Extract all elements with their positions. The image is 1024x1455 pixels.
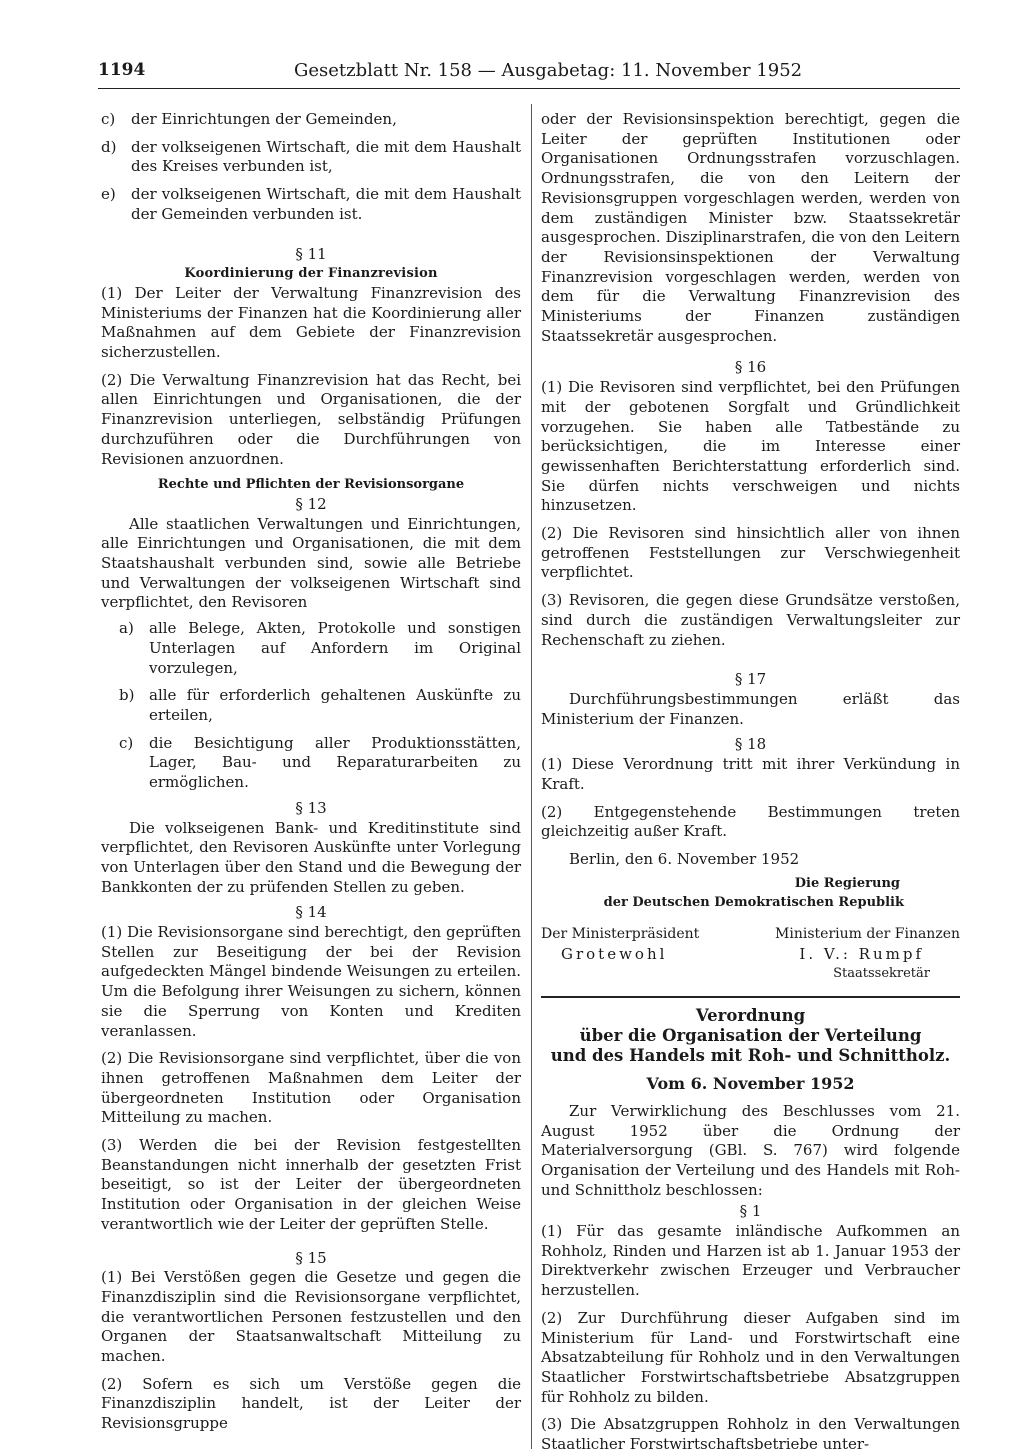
paragraph: (1) Der Leiter der Verwaltung Finanzrevision des Ministeriums der Finanzen hat die Koordinierung aller Maßnahmen auf dem Gebiete der Finanzrevision sicherzustellen. (101, 283, 521, 362)
page-header (98, 60, 960, 89)
signatory-title-right: Ministerium der Finanzen (775, 926, 960, 943)
section-number-11: § 11 (295, 244, 327, 263)
item-label: b) (119, 686, 135, 705)
government-line-1: Die Regierung (794, 875, 900, 891)
paragraph: (2) Die Revisionsorgane sind verpflichtet, über die von ihnen getroffenen Maßnahmen dem Leiter der übergeordneten Institution oder Organisation Mitteilung zu machen. (101, 1049, 521, 1127)
paragraph: (1) Für das gesamte inländische Aufkommen an Rohholz, Rinden und Harzen ist ab 1. Januar 1953 der Direktverkehr zwischen Erzeuger und Verbraucher herzustellen. (541, 1222, 960, 1300)
signature-titles (541, 925, 960, 945)
list-item (101, 110, 521, 130)
section-number-12: § 12 (295, 494, 327, 513)
section-number-15: § 15 (295, 1248, 327, 1267)
item-label: c) (119, 733, 134, 752)
paragraph: Die volkseigenen Bank- und Kreditinstitute sind verpflichtet, den Revisoren Auskünfte unter Vorlegung von Unterlagen über den Stand und die Bewegung der Bankkonten der zu prüfenden Stellen zu geben. (101, 818, 521, 896)
decree-title: über die Organisation der Verteilung (579, 1026, 922, 1046)
item-text: der volkseigenen Wirtschaft, die mit dem Haushalt des Kreises verbunden ist, (131, 137, 521, 176)
paragraph: (2) Zur Durchführung dieser Aufgaben sind im Ministerium für Land- und Forstwirtschaft eine Absatzabteilung für Rohholz und in den Verwaltungen Staatlicher Forstwirtschaftsbetriebe Absatzgruppen für Rohholz zu bilden. (541, 1308, 960, 1406)
item-label: d) (101, 137, 117, 156)
paragraph: Zur Verwirklichung des Beschlusses vom 21. August 1952 über die Ordnung der Materialversorgung (GBl. S. 767) wird folgende Organisation der Verteilung und des Handels mit Roh- und Schnittholz beschlossen: (541, 1101, 960, 1199)
item-text: der Einrichtungen der Gemeinden, (131, 110, 397, 128)
list-item (101, 619, 521, 678)
decree-date: Vom 6. November 1952 (646, 1074, 855, 1094)
signature-names (541, 945, 960, 965)
section-heading-11: Koordinierung der Finanzrevision (184, 266, 438, 282)
list-item (101, 686, 521, 725)
paragraph: (3) Die Absatzgruppen Rohholz in den Verwaltungen Staatlicher Forstwirtschaftsbetriebe unter- (541, 1415, 960, 1454)
list-item (101, 185, 521, 224)
paragraph: Alle staatlichen Verwaltungen und Einrichtungen, alle Einrichtungen und Organisationen, die mit dem Staatshaushalt verbunden sind, sowie alle Betriebe und Verwaltungen der volkseigenen Wirtschaft sind verpflichtet, den Revisoren (101, 514, 521, 612)
right-column (541, 110, 960, 1455)
section-heading-12: Rechte und Pflichten der Revisionsorgane (157, 477, 465, 493)
list-item (101, 734, 521, 793)
paragraph: (2) Sofern es sich um Verstöße gegen die Finanzdisziplin handelt, ist der Leiter der Revisionsgruppe (101, 1374, 521, 1433)
decree-title: Verordnung (695, 1006, 806, 1026)
paragraph: (1) Bei Verstößen gegen die Gesetze und gegen die Finanzdisziplin sind die Revisionsorgane verpflichtet, die verantwortlichen Personen festzustellen und den Organen der Staatsanwaltschaft Mitteilung zu machen. (101, 1268, 521, 1366)
item-label: e) (101, 185, 116, 204)
left-column (101, 110, 521, 1434)
signatory-title-left: Der Ministerpräsident (541, 926, 700, 943)
item-text: der volkseigenen Wirtschaft, die mit dem Haushalt der Gemeinden verbunden ist. (131, 185, 521, 223)
list-item (101, 138, 521, 177)
item-label: a) (119, 619, 134, 638)
header-title: Gesetzblatt Nr. 158 — Ausgabetag: 11. November 1952 (294, 60, 803, 81)
paragraph: (2) Entgegenstehende Bestimmungen treten gleichzeitig außer Kraft. (541, 802, 960, 841)
paragraph: (1) Diese Verordnung tritt mit ihrer Verkündung in Kraft. (541, 755, 960, 793)
paragraph: oder der Revisionsinspektion berechtigt, gegen die Leiter der geprüften Institutionen oder Organisationen Ordnungsstrafen vorzuschlagen. Ordnungsstrafen, die von den Leitern der Revisionsgruppen vorgeschlagen werden, werden von dem zuständigen Minister bzw. Staatssekretär ausgesprochen. Disziplinarstrafen, die von den Leitern der Revisionsinspektionen der Verwaltung Finanzrevision vorgeschlagen werden, werden von dem für die Verwaltung Finanzrevision des Ministeriums der Finanzen zuständigen Staatssekretär ausgesprochen. (541, 110, 960, 345)
section-number-13: § 13 (295, 798, 327, 817)
paragraph: Durchführungsbestimmungen erläßt das Ministerium der Finanzen. (541, 689, 960, 728)
paragraph: (1) Die Revisoren sind verpflichtet, bei den Prüfungen mit der gebotenen Sorgfalt und Gründlichkeit vorzugehen. Sie haben alle Tatbestände zu berücksichtigen, die im Interesse einer gewissenhaften Berichterstattung erforderlich sind. Sie dürfen nichts verschweigen und nichts hinzusetzen. (541, 378, 960, 515)
section-number-14: § 14 (295, 903, 327, 922)
government-line-2: der Deutschen Demokratischen Republik (603, 895, 904, 911)
section-separator (541, 996, 960, 998)
item-text: alle für erforderlich gehaltenen Auskünfte zu erteilen, (149, 686, 521, 724)
signatory-name-right: I. V.: Rumpf (799, 944, 924, 963)
paragraph: (2) Die Verwaltung Finanzrevision hat das Recht, bei allen Einrichtungen und Organisationen, die der Finanzrevision unterliegen, selbständig Prüfungen durchzuführen oder die Durchführungen von Revisionen anzuordnen. (101, 370, 521, 468)
column-divider (531, 104, 532, 1449)
section-number-17: § 17 (734, 670, 767, 689)
signatory-name-left: Grotewohl (561, 944, 668, 963)
page-number: 1194 (98, 60, 146, 80)
item-label: c) (101, 110, 116, 128)
paragraph: (3) Revisoren, die gegen diese Grundsätze verstoßen, sind durch die zuständigen Verwaltungsleiter zur Rechenschaft zu ziehen. (541, 591, 960, 649)
item-text: alle Belege, Akten, Protokolle und sonstigen Unterlagen auf Anfordern im Original vorzulegen, (149, 619, 521, 677)
paragraph: (3) Werden die bei der Revision festgestellten Beanstandungen nicht innerhalb der gesetzten Frist beseitigt, so ist der Leiter der übergeordneten Institution oder Organisation in der gleichen Weise verantwortlich wie der Leiter der geprüften Stelle. (101, 1136, 521, 1233)
section-number-16: § 16 (734, 358, 767, 377)
item-text: die Besichtigung aller Produktionsstätten, Lager, Bau- und Reparaturarbeiten zu ermöglichen. (149, 733, 521, 792)
paragraph: (1) Die Revisionsorgane sind berechtigt, den geprüften Stellen zur Beseitigung der bei der Revision aufgedeckten Mängel bindende Weisungen zu erteilen. Um die Befolgung ihrer Weisungen zu sichern, können sie die Sperrung von Konten und Krediten veranlassen. (101, 923, 521, 1040)
section-number-18: § 18 (734, 735, 767, 754)
section-number-1: § 1 (739, 1202, 762, 1221)
paragraph: (2) Die Revisoren sind hinsichtlich aller von ihnen getroffenen Feststellungen zur Verschwiegenheit verpflichtet. (541, 524, 960, 582)
signatory-role: Staatssekretär (833, 966, 930, 982)
decree-title: und des Handels mit Roh- und Schnittholz. (550, 1046, 951, 1066)
place-date: Berlin, den 6. November 1952 (569, 849, 800, 868)
